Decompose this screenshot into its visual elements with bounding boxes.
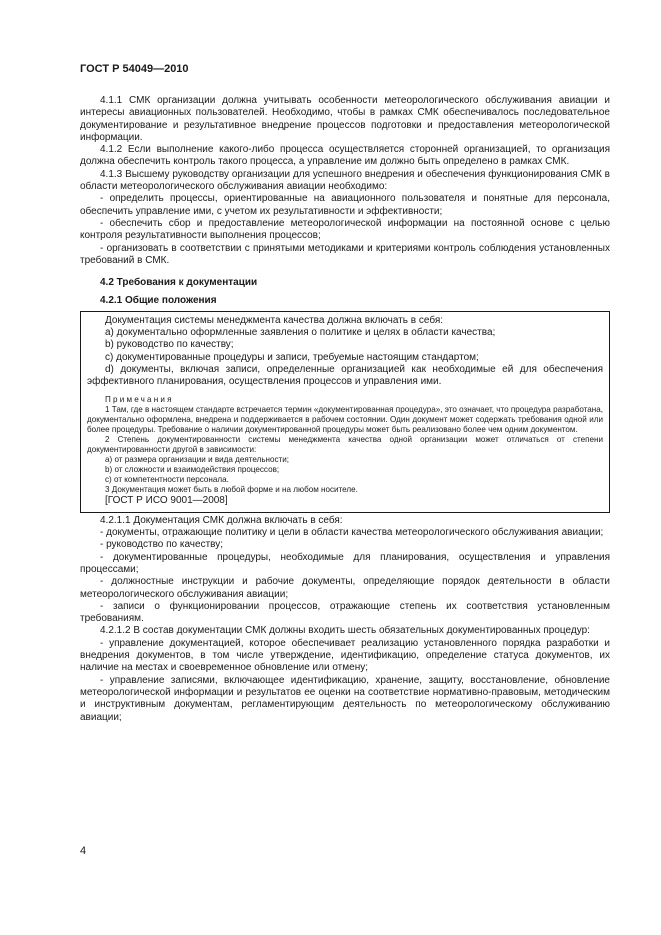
list-item: - должностные инструкции и рабочие документы, определяющие порядок деятельности в области метеорологического обслуживания авиации; xyxy=(80,576,610,600)
notes-title: Примечания xyxy=(105,394,174,404)
list-item: - организовать в соответствии с принятыми методиками и критериями контроль соблюдения установленных требований в СМК. xyxy=(80,242,610,266)
note: b) от сложности и взаимодействия процессов; xyxy=(105,465,280,475)
note: 2 Степень документированности системы менеджмента качества одной организации может отличаться от степени документированности другой в зависимости: xyxy=(87,434,603,454)
note: 1 Там, где в настоящем стандарте встречается термин «документированная процедура», это означает, что процедура разработана, документально оформлена, внедрена и поддерживается в рабочем состоянии. Один документ может содержать требования одной или более процедуры. Требование о наличии документированной процедуры может быть реализовано более чем одним документом. xyxy=(87,404,603,434)
reference: [ГОСТ Р ИСО 9001—2008] xyxy=(105,495,228,507)
document-header: ГОСТ Р 54049—2010 xyxy=(80,63,189,75)
paragraph: 4.1.1 СМК организации должна учитывать особенности метеорологического обслуживания авиации и интересы авиационных пользователей. Необходимо, чтобы в рамках СМК обеспечивалось последовательное документирование и результативное внедрение процессов подготовки и предоставления метеорологической информации. xyxy=(80,95,610,143)
list-item: - записи о функционировании процессов, отражающие степень их соответствия установленным требованиям. xyxy=(80,600,610,625)
list-item: - управление записями, включающее идентификацию, хранение, защиту, восстановление, обновление метеорологической информации и результатов ее оценки на соответствие нормативно-правовым, методическим и инструктивным документам, регламентирующим деятельность по метеорологическому обслуживанию авиации; xyxy=(80,674,610,723)
box-line: Документация системы менеджмента качества должна включать в себя: xyxy=(105,314,444,326)
list-item: - документы, отражающие политику и цели в области качества метеорологического обслуживания авиации; xyxy=(100,527,604,539)
list-item: - руководство по качеству; xyxy=(100,539,224,551)
page-content xyxy=(80,95,610,724)
subsection-title: 4.2.1 Общие положения xyxy=(100,295,217,307)
box-line: c) документированные процедуры и записи, требуемые настоящим стандартом; xyxy=(105,351,479,363)
note: 3 Документация может быть в любой форме и на любом носителе. xyxy=(105,485,358,495)
section-title: 4.2 Требования к документации xyxy=(100,277,258,289)
list-item: - обеспечить сбор и предоставление метеорологической информации на постоянной основе с целью контроля результативности выполнения процессов; xyxy=(80,217,610,242)
list-item: - документированные процедуры, необходимые для планирования, осуществления и управления процессами; xyxy=(80,551,610,575)
box-line: a) документально оформленные заявления о политике и целях в области качества; xyxy=(105,327,496,339)
list-item: - управление документацией, которое обеспечивает реализацию установленного порядка разработки и внедрения документов, в том числе утверждение, идентификацию, определение статуса документов, их наличие на местах и своевременное обновление или отмену; xyxy=(80,637,610,674)
note: a) от размера организации и вида деятельности; xyxy=(105,455,290,465)
paragraph: 4.2.1.2 В состав документации СМК должны входить шесть обязательных документированных процедур: xyxy=(100,625,590,637)
paragraph: 4.1.3 Высшему руководству организации для успешного внедрения и обеспечения функционирования СМК в области метеорологического обслуживания авиации необходимо: xyxy=(80,168,610,193)
page-number: 4 xyxy=(80,845,87,857)
paragraph: 4.2.1.1 Документация СМК должна включать в себя: xyxy=(100,514,343,526)
box-line: d) документы, включая записи, определенные организацией как необходимые ей для обеспечения эффективного планирования, осуществления процессов и управления ими. xyxy=(87,363,603,388)
note: c) от компетентности персонала. xyxy=(105,475,229,485)
paragraph: 4.1.2 Если выполнение какого-либо процесса осуществляется сторонней организацией, то организация должна обеспечить контроль такого процесса, а управление им должно быть определено в рамках СМК. xyxy=(80,144,610,168)
list-item: - определить процессы, ориентированные на авиационного пользователя и понятные для персонала, обеспечить управление ими, с учетом их результативности и эффективности; xyxy=(80,193,610,217)
notes-block xyxy=(87,395,603,496)
box-line: b) руководство по качеству; xyxy=(105,339,234,351)
quoted-standard-box xyxy=(80,311,610,513)
